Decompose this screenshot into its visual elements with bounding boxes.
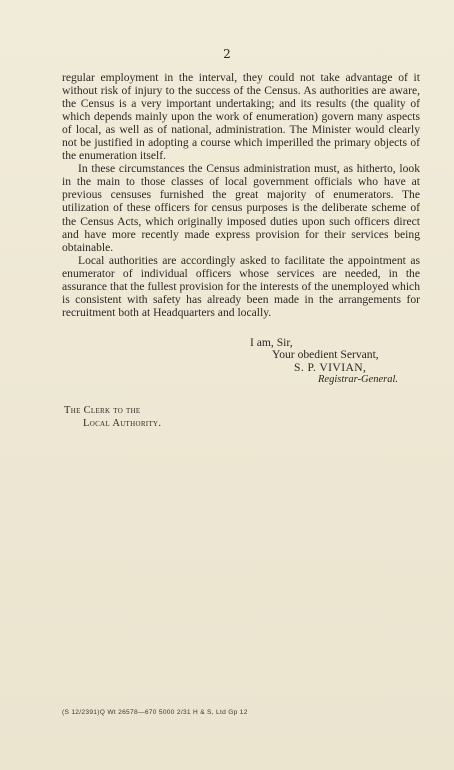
signatory-name: S. P. VIVIAN, xyxy=(294,361,367,374)
signatory-title: Registrar-General. xyxy=(318,374,398,385)
paragraph-1: regular employment in the interval, they could not take advantage of it without risk of injury to the success of the Census. As authorities are aware, the Census is a very important undertaking; and its results (the quality of which depends mainly upon the work of enumeration) govern many aspects of local, as well as of national, administration. The Minister would clearly not be justified in adopting a course which imperilled the primary objects of the enumeration itself. xyxy=(62,71,420,163)
addressee xyxy=(64,404,161,430)
valediction: Your obedient Servant, xyxy=(272,348,379,361)
salutation: I am, Sir, xyxy=(250,336,293,349)
page-number: 2 xyxy=(223,47,231,61)
addressee-line-1: The Clerk to the xyxy=(64,405,141,416)
letter-body xyxy=(62,71,420,319)
addressee-line-2: Local Authority. xyxy=(83,418,162,429)
paragraph-2: In these circumstances the Census administration must, as hitherto, look in the main to those classes of local government officials who have at previous censuses furnished the great majority of enumerators. The utilization of these officers for census purposes is the deliberate scheme of the Census Acts, which originally imposed duties upon such officers direct and have more recently made express provision for their services being obtainable. xyxy=(62,162,420,254)
printer-imprint: (S 12/2391)Q Wt 26578—670 5000 2/31 H & S, Ltd Gp 12 xyxy=(62,709,248,716)
paragraph-3: Local authorities are accordingly asked to facilitate the appointment as enumerator of individual officers whose services are needed, in the assurance that the fullest provision for the interests of the unemployed which is consistent with safety has already been made in the arrangements for recruitment both at Headquarters and locally. xyxy=(62,253,420,319)
